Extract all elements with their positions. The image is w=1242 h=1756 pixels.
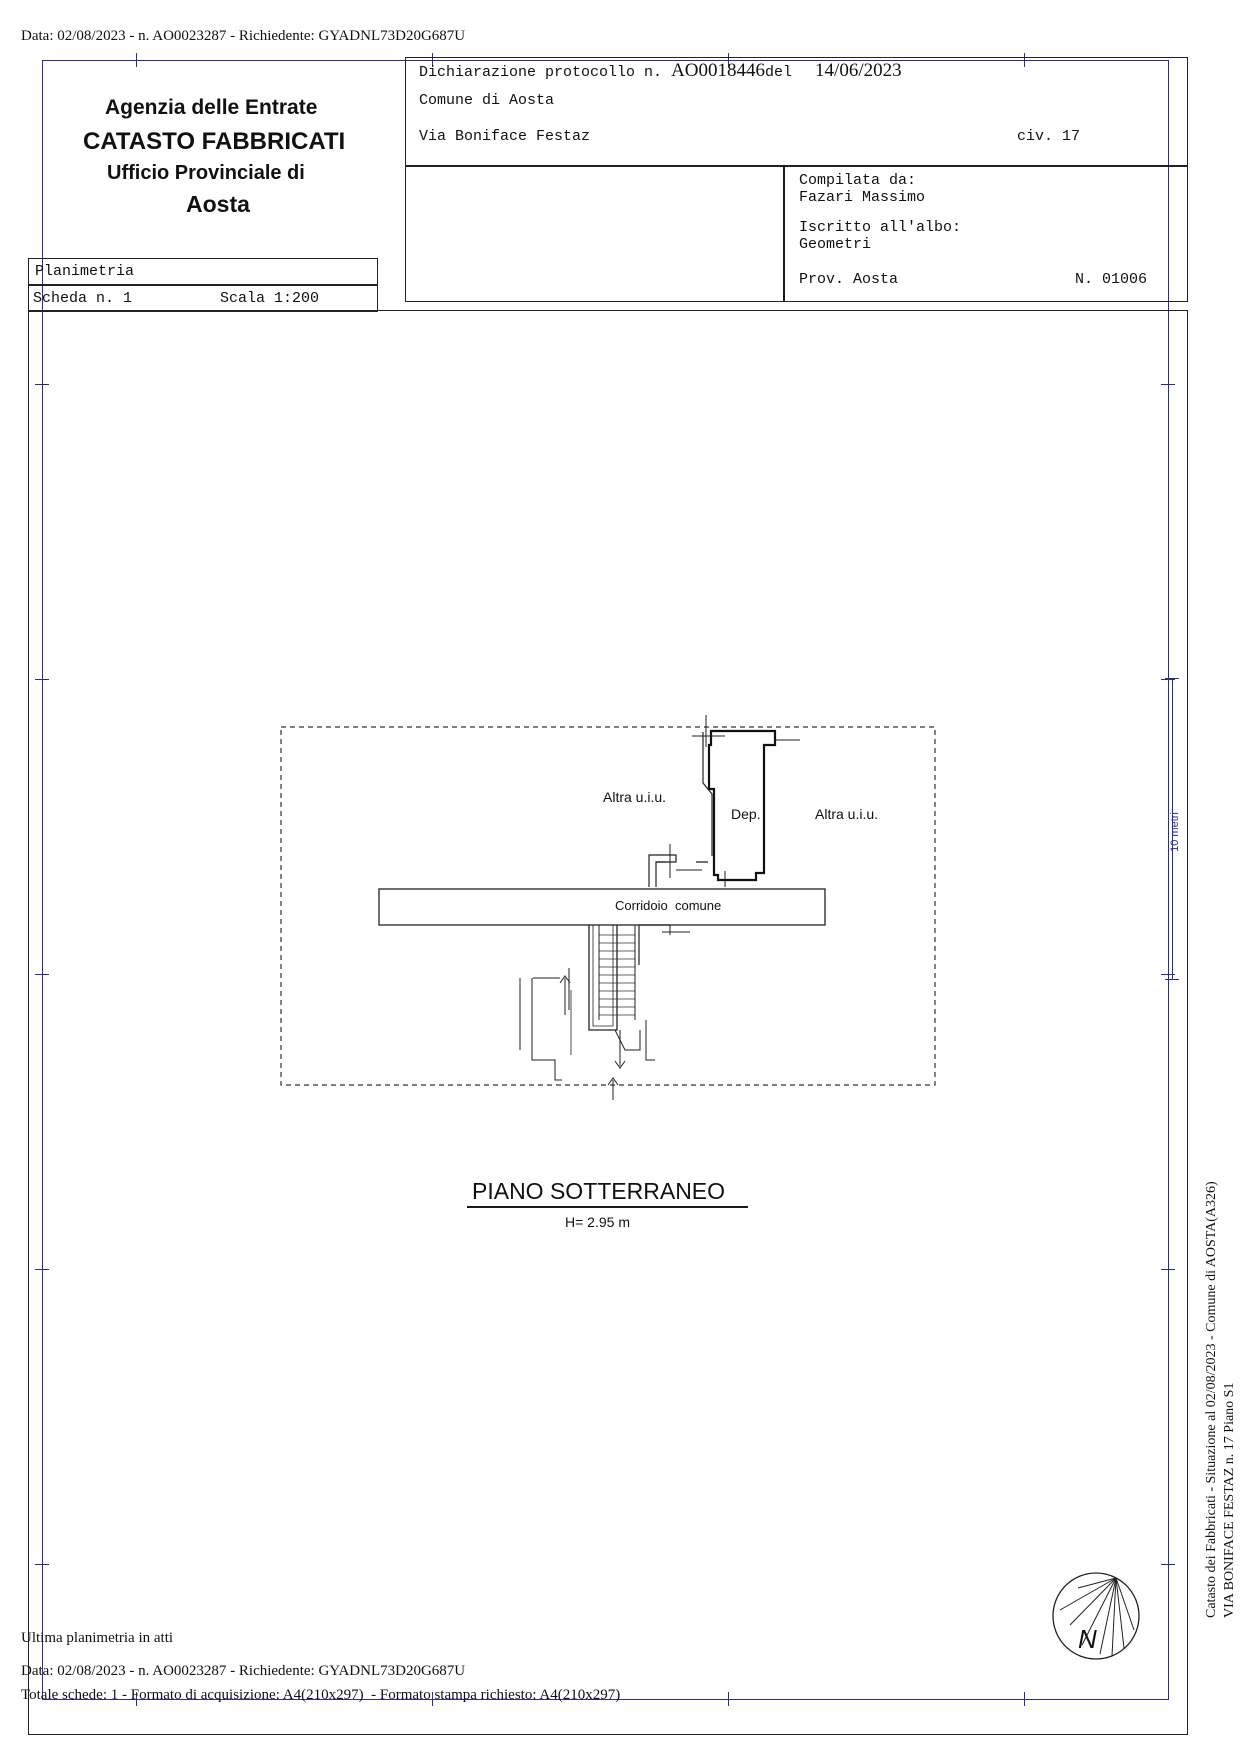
request-line-bottom: Data: 02/08/2023 - n. AO0023287 - Richiedente: GYADNL73D20G687U	[21, 1663, 466, 1679]
floor-title-underline	[467, 1206, 748, 1208]
totale-schede-line: Totale schede: 1 - Formato di acquisizione: A4(210x297) - Formato stampa richiesto: A4(210x297)	[21, 1687, 621, 1703]
floor-height: H= 2.95 m	[565, 1214, 630, 1230]
label-altra-uiu-left: Altra u.i.u.	[603, 789, 667, 805]
scala-label: Scala 1:200	[220, 290, 320, 307]
iscritto-label: Iscritto all'albo:	[799, 219, 962, 236]
request-line-top: Data: 02/08/2023 - n. AO0023287 - Richiedente: GYADNL73D20G687U	[21, 28, 466, 44]
north-letter: N	[1078, 1624, 1097, 1654]
albo-value: Geometri	[799, 236, 872, 253]
ufficio-city: Aosta	[186, 191, 250, 217]
comune-line: Comune di Aosta	[419, 92, 555, 109]
floor-plan	[270, 710, 950, 1110]
ufficio-label: Ufficio Provinciale di	[107, 162, 305, 184]
label-altra-uiu-right: Altra u.i.u.	[815, 806, 879, 822]
compiler-box	[405, 165, 1188, 302]
side-text-line1: Catasto dei Fabbricati - Situazione al 02/08/2023 - Comune di AOSTA(A326)	[1204, 1181, 1219, 1618]
planimetria-label: Planimetria	[35, 263, 135, 280]
scale-bar-label: 10 metri	[1168, 812, 1181, 852]
floor-title: PIANO SOTTERRANEO	[472, 1178, 726, 1204]
civ-number: civ. 17	[1017, 128, 1081, 145]
scheda-number: Scheda n. 1	[33, 290, 133, 307]
prov-label: Prov. Aosta	[799, 271, 899, 288]
dichiarazione-label: Dichiarazione protocollo n. AO0018446del 14/06/2023	[419, 60, 902, 81]
ultima-planimetria: Ultima planimetria in atti	[21, 1630, 174, 1646]
catasto-title: CATASTO FABBRICATI	[83, 128, 346, 155]
label-corridoio: Corridoio comune	[615, 898, 722, 913]
protocol-number: AO0018446	[671, 60, 766, 81]
protocol-date: 14/06/2023	[815, 60, 902, 81]
del-label: del	[765, 64, 793, 81]
north-arrow-icon	[1050, 1570, 1144, 1664]
compilata-name: Fazari Massimo	[799, 189, 926, 206]
compilata-label: Compilata da:	[799, 172, 917, 189]
albo-number: N. 01006	[1075, 271, 1148, 288]
street-line: Via Boniface Festaz	[419, 128, 591, 145]
label-deposito: Dep.	[731, 806, 761, 822]
side-text-line2: VIA BONIFACE FESTAZ n. 17 Piano S1	[1222, 1382, 1237, 1618]
agency-name: Agenzia delle Entrate	[105, 96, 318, 119]
compiler-divider	[783, 165, 785, 302]
